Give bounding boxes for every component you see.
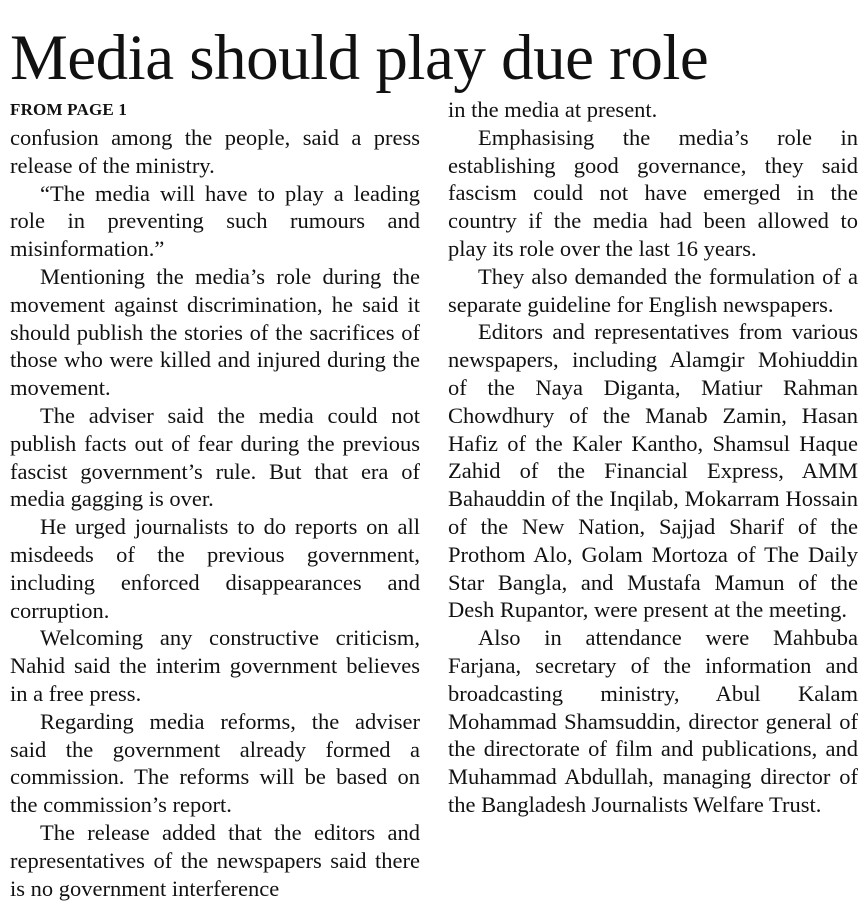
paragraph: He urged journalists to do reports on all misdeeds of the previous government, including enforced disappearances and corruption. bbox=[10, 514, 420, 623]
paragraph: in the media at present. bbox=[448, 97, 658, 122]
article-column-left bbox=[10, 96, 420, 902]
paragraph: “The media will have to play a leading role in preventing such rumours and misinformation.” bbox=[10, 180, 420, 262]
paragraph: The adviser said the media could not publish facts out of fear during the previous fascist government’s rule. But that era of media gagging is over. bbox=[10, 402, 420, 512]
paragraph: Also in attendance were Mahbuba Farjana, secretary of the information and broadcasting ministry, Abul Kalam Mohammad Shamsuddin, director general of the directorate of film and publications, and Muhammad Abdullah, managing director of the Bangladesh Journalists Welfare Trust. bbox=[448, 625, 858, 817]
paragraph: Mentioning the media’s role during the movement against discrimination, he said it should publish the stories of the sacrifices of those who were killed and injured during the movement. bbox=[10, 263, 420, 401]
paragraph: confusion among the people, said a press release of the ministry. bbox=[10, 125, 420, 178]
headline: Media should play due role bbox=[10, 22, 709, 94]
paragraph: They also demanded the formulation of a separate guideline for English newspapers. bbox=[448, 263, 858, 317]
paragraph: Welcoming any constructive criticism, Nahid said the interim government believes in a free press. bbox=[10, 625, 420, 706]
paragraph: Emphasising the media’s role in establishing good governance, they said fascism could not have emerged in the country if the media had been allowed to play its role over the last 16 years. bbox=[448, 124, 858, 261]
paragraph: The release added that the editors and representatives of the newspapers said there is no government interference bbox=[10, 819, 420, 901]
continuation-kicker: FROM PAGE 1 bbox=[10, 100, 128, 119]
paragraph: Regarding media reforms, the adviser said the government already formed a commission. The reforms will be based on the commission’s report. bbox=[10, 708, 420, 818]
paragraph: Editors and representatives from various newspapers, including Alamgir Mohiuddin of the Naya Diganta, Matiur Rahman Chowdhury of the Manab Zamin, Hasan Hafiz of the Kaler Kantho, Shamsul Haque Zahid of the Financial Express, AMM Bahauddin of the Inqilab, Mokarram Hossain of the New Nation, Sajjad Sharif of the Prothom Alo, Golam Mortoza of The Daily Star Bangla, and Mustafa Mamun of the Desh Rupantor, were present at the meeting. bbox=[448, 319, 858, 623]
article-column-right bbox=[448, 96, 858, 819]
